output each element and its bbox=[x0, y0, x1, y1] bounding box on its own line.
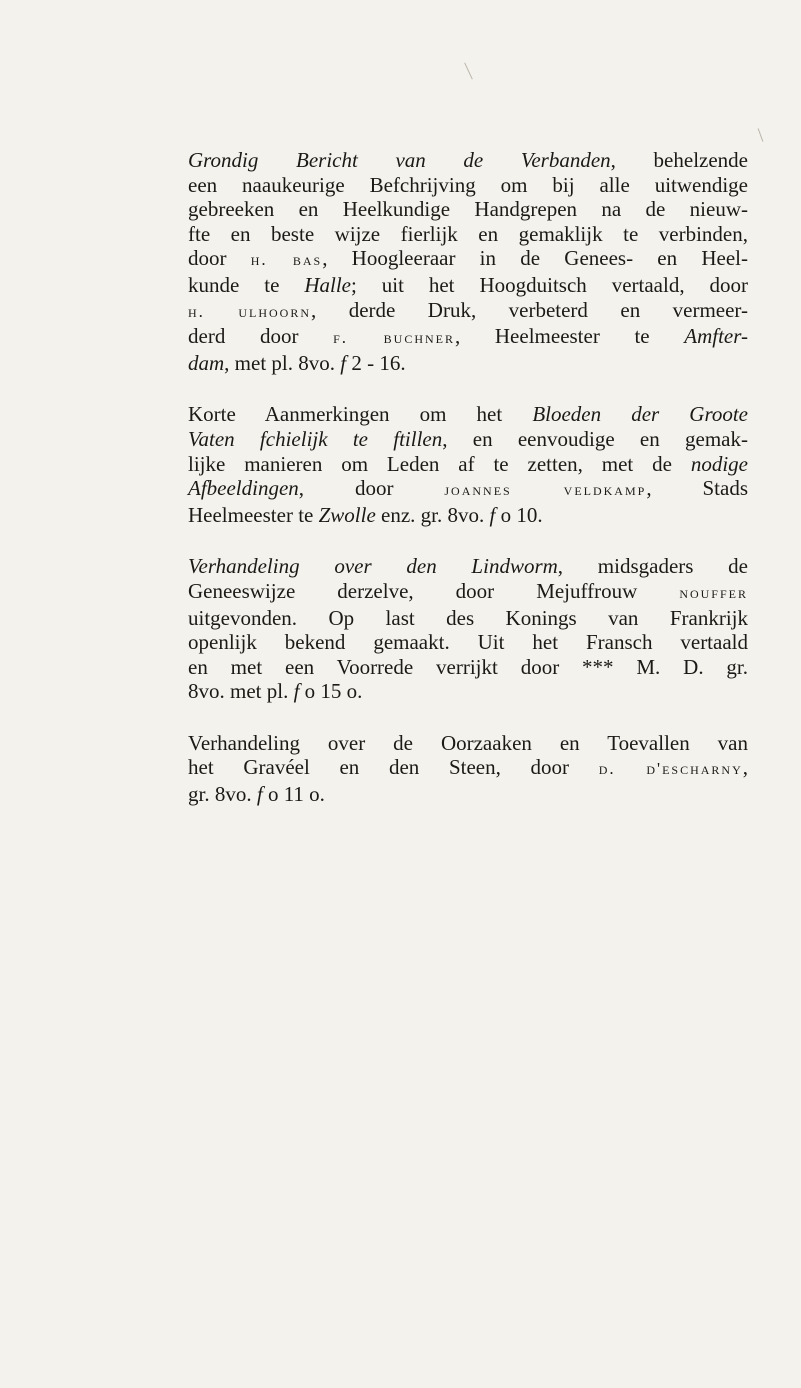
text-line bbox=[188, 655, 748, 680]
text-line bbox=[188, 679, 748, 704]
text-run: gebreeken en Heelkundige Handgrepen na de nieuw- bbox=[188, 197, 748, 222]
text-line bbox=[188, 298, 748, 325]
italic-text: f bbox=[340, 350, 347, 375]
text-line bbox=[188, 222, 748, 247]
text-run: o 15 o. bbox=[299, 679, 363, 704]
text-run: o 10. bbox=[495, 502, 543, 527]
text-line bbox=[188, 148, 748, 173]
paper-crease-mark bbox=[464, 63, 473, 80]
text-line bbox=[188, 630, 748, 655]
italic-text: nodige bbox=[690, 451, 748, 476]
text-run: Korte Aanmerkingen om het bbox=[188, 402, 533, 427]
small-caps-name: h. bas bbox=[250, 250, 323, 270]
text-run: , behelzende bbox=[610, 148, 748, 172]
text-line bbox=[188, 324, 748, 351]
text-run: enz. gr. 8vo. bbox=[375, 502, 490, 527]
small-caps-name: f. buchner bbox=[333, 328, 455, 348]
text-run: ; uit het Hoogduitsch vertaald, door bbox=[351, 272, 748, 297]
italic-text: f bbox=[256, 782, 263, 807]
text-run: en met een Voorrede verrijkt door *** M. D. gr. bbox=[188, 654, 748, 679]
small-caps-name: nouffer bbox=[679, 582, 748, 602]
italic-text: Grondig Bericht van de Verbanden bbox=[188, 148, 611, 172]
text-line bbox=[188, 606, 748, 631]
paper-crease-mark bbox=[758, 128, 764, 141]
italic-text: Bloeden der Groote bbox=[532, 402, 749, 427]
small-caps-name: d. d'escharny bbox=[598, 759, 743, 779]
italic-text: f bbox=[489, 502, 496, 527]
text-run: een naaukeurige Befchrijving om bij alle uitwendige bbox=[188, 172, 748, 197]
text-run: , derde Druk, verbeterd en vermeer- bbox=[311, 297, 748, 322]
text-run: , midsgaders de bbox=[557, 554, 748, 579]
text-run: o 11 o. bbox=[262, 782, 325, 807]
text-line bbox=[188, 731, 748, 756]
text-line bbox=[188, 273, 748, 298]
text-line bbox=[188, 197, 748, 222]
text-line bbox=[188, 173, 748, 198]
text-run: fte en beste wijze fierlijk en gemaklijk te verbinden, bbox=[188, 221, 748, 246]
text-run: het Gravéel en den Steen, door bbox=[188, 755, 599, 780]
text-run: 8vo. met pl. bbox=[188, 679, 294, 704]
text-run: , en eenvoudige en gemak- bbox=[442, 426, 748, 451]
text-line bbox=[188, 782, 748, 807]
text-line bbox=[188, 476, 748, 503]
text-run: uitgevonden. Op last des Konings van Frankrijk bbox=[188, 605, 748, 630]
text-line bbox=[188, 503, 748, 528]
book-listing-entry bbox=[188, 554, 748, 704]
text-run: Geneeswijze derzelve, door Mejuffrouw bbox=[188, 578, 680, 603]
italic-text: Amfter- bbox=[684, 324, 748, 349]
text-run: , bbox=[742, 755, 749, 780]
text-line bbox=[188, 554, 748, 579]
small-caps-name: joannes veldkamp bbox=[444, 480, 647, 500]
text-run: openlijk bekend gemaakt. Uit het Fransch vertaald bbox=[188, 630, 748, 655]
text-run: derd door bbox=[188, 324, 334, 349]
text-line bbox=[188, 427, 748, 452]
text-run: 2 - 16. bbox=[346, 350, 406, 375]
text-line bbox=[188, 402, 748, 427]
text-run: , Hoogleeraar in de Genees- en Heel- bbox=[322, 246, 748, 271]
book-listing-entry bbox=[188, 731, 748, 807]
text-run: door bbox=[188, 246, 251, 271]
text-line bbox=[188, 579, 748, 606]
book-listing-entry bbox=[188, 148, 748, 375]
text-line bbox=[188, 452, 748, 477]
italic-text: f bbox=[293, 679, 300, 704]
italic-text: Verhandeling over den Lindworm bbox=[188, 554, 558, 579]
text-run: Heelmeester te bbox=[188, 502, 319, 527]
text-run: , door bbox=[298, 476, 445, 501]
text-line bbox=[188, 351, 748, 376]
text-run: , Heelmeester te bbox=[455, 324, 685, 349]
italic-text: dam bbox=[188, 350, 225, 375]
italic-text: Halle bbox=[304, 272, 351, 297]
italic-text: Afbeeldingen bbox=[188, 476, 299, 501]
italic-text: Vaten fchielijk te ftillen bbox=[188, 426, 443, 451]
text-run: lijke manieren om Leden af te zetten, met de bbox=[188, 451, 691, 476]
book-listing-entry bbox=[188, 402, 748, 527]
italic-text: Zwolle bbox=[318, 502, 376, 527]
text-run: , Stads bbox=[646, 476, 749, 501]
text-column bbox=[188, 148, 748, 834]
small-caps-name: h. ulhoorn bbox=[188, 301, 312, 321]
text-run: gr. 8vo. bbox=[188, 782, 257, 807]
text-run: Verhandeling over de Oorzaaken en Toevallen van bbox=[188, 730, 748, 755]
text-run: , met pl. 8vo. bbox=[224, 350, 341, 375]
text-run: kunde te bbox=[188, 272, 305, 297]
text-line bbox=[188, 755, 748, 782]
text-line bbox=[188, 246, 748, 273]
